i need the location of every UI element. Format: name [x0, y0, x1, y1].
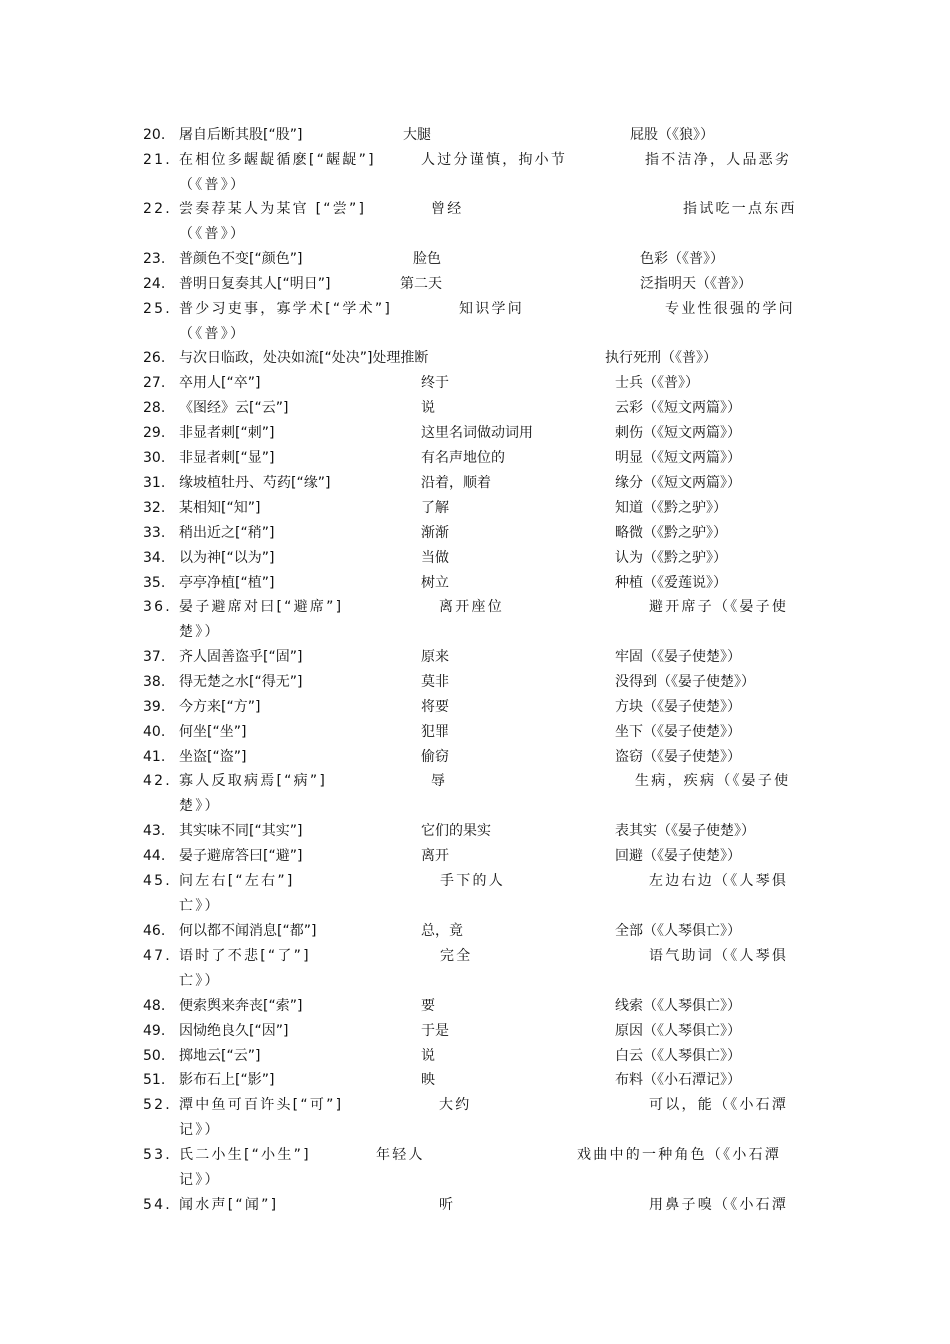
vocab-entry — [143, 496, 808, 521]
ancient-meaning: 第二天 — [400, 276, 442, 292]
entry-number: 42. — [143, 773, 172, 789]
ancient-meaning: 莫非 — [421, 674, 449, 690]
vocab-entry — [143, 1193, 808, 1218]
modern-meaning: 牢固（《晏子使楚》） — [615, 649, 741, 665]
modern-meaning: 专业性很强的学问 — [665, 301, 795, 317]
ancient-meaning: 人过分谨慎，拘小节 — [421, 152, 568, 168]
modern-meaning: 泛指明天（《普》） — [640, 276, 752, 292]
ancient-meaning: 这里名词做动词用 — [421, 425, 533, 441]
classical-phrase: 尝奏荐某人为某官 [“尝”] — [179, 201, 367, 217]
entry-number: 45. — [143, 873, 172, 889]
classical-phrase: 非显者刺[“显”] — [179, 450, 275, 466]
vocab-entry — [143, 521, 808, 546]
entry-line — [143, 421, 808, 446]
modern-meaning: 明显（《短文两篇》） — [615, 450, 741, 466]
entry-number: 35. — [143, 575, 166, 591]
ancient-meaning: 于是 — [421, 1023, 449, 1039]
modern-meaning: 布料（《小石潭记》） — [615, 1072, 741, 1088]
ancient-meaning: 原来 — [421, 649, 449, 665]
source-continuation: 楚》） — [179, 623, 221, 640]
classical-phrase: 稍出近之[“稍”] — [179, 525, 275, 541]
vocab-entry — [143, 645, 808, 670]
modern-meaning: 缘分（《短文两篇》） — [615, 475, 741, 491]
vocab-entry — [143, 720, 808, 745]
ancient-meaning: 年轻人 — [376, 1147, 425, 1163]
vocab-entry — [143, 994, 808, 1019]
ancient-meaning: 沿着，顺着 — [421, 475, 491, 491]
entry-line — [143, 769, 808, 794]
source-continuation: 亡》） — [179, 972, 221, 989]
entry-number: 23. — [143, 251, 166, 267]
vocab-entry — [143, 197, 808, 247]
entry-number: 25. — [143, 301, 172, 317]
entry-number: 38. — [143, 674, 166, 690]
modern-meaning: 戏曲中的一种角色（《小石潭 — [577, 1147, 782, 1163]
ancient-meaning: 脸色 — [413, 251, 441, 267]
vocab-entry — [143, 1019, 808, 1044]
entry-number: 30. — [143, 450, 166, 466]
classical-phrase: 在相位多龌龊循麽[“龌龊”] — [179, 152, 376, 168]
entry-number: 48. — [143, 998, 166, 1014]
entry-number: 41. — [143, 749, 166, 765]
entry-line — [143, 546, 808, 571]
entry-number: 51. — [143, 1072, 166, 1088]
entry-line — [143, 148, 808, 173]
vocab-entry — [143, 1143, 808, 1193]
classical-phrase: 缘坡植牡丹、芍药[“缘”] — [179, 475, 331, 491]
modern-meaning: 屁股（《狼》） — [630, 127, 714, 143]
ancient-meaning: 偷窃 — [421, 749, 449, 765]
entry-line — [143, 745, 808, 770]
vocab-entry — [143, 297, 808, 347]
entry-line — [143, 919, 808, 944]
vocab-entry — [143, 247, 808, 272]
vocab-entry — [143, 421, 808, 446]
entry-line — [143, 396, 808, 421]
classical-phrase: 问左右[“左右”] — [179, 873, 295, 889]
entry-continuation-line — [143, 794, 808, 819]
entry-continuation-line — [143, 322, 808, 347]
ancient-meaning: 完全 — [440, 948, 473, 964]
entry-line — [143, 446, 808, 471]
entry-number: 28. — [143, 400, 166, 416]
source-continuation: （《普》） — [179, 325, 247, 342]
classical-phrase: 何坐[“坐”] — [179, 724, 247, 740]
ancient-meaning: 它们的果实 — [421, 823, 491, 839]
modern-meaning: 可以，能（《小石潭 — [649, 1097, 789, 1113]
entry-line — [143, 670, 808, 695]
entry-line — [143, 1068, 808, 1093]
vocab-entry — [143, 546, 808, 571]
vocab-entry — [143, 944, 808, 994]
modern-meaning: 白云（《人琴俱亡》） — [615, 1048, 741, 1064]
entry-line — [143, 571, 808, 596]
modern-meaning: 坐下（《晏子使楚》） — [615, 724, 741, 740]
vocab-entry — [143, 695, 808, 720]
modern-meaning: 云彩（《短文两篇》） — [615, 400, 741, 416]
vocab-entry — [143, 919, 808, 944]
classical-phrase: 闻水声[“闻”] — [179, 1197, 279, 1213]
entry-number: 20. — [143, 127, 166, 143]
classical-phrase: 语时了不悲[“了”] — [179, 948, 311, 964]
entry-number: 36. — [143, 599, 172, 615]
entry-line — [143, 869, 808, 894]
entry-line — [143, 1093, 808, 1118]
ancient-meaning: 离开 — [421, 848, 449, 864]
ancient-meaning: 树立 — [421, 575, 449, 591]
modern-meaning: 指不洁净，人品恶劣 — [645, 152, 792, 168]
modern-meaning: 回避（《晏子使楚》） — [615, 848, 741, 864]
entry-line — [143, 1193, 808, 1218]
classical-phrase: 普少习吏事，寡学术[“学术”] — [179, 301, 393, 317]
ancient-meaning: 辱 — [431, 773, 448, 789]
entry-number: 54. — [143, 1197, 172, 1213]
entry-line — [143, 1143, 808, 1168]
entry-continuation-line — [143, 620, 808, 645]
entry-number: 33. — [143, 525, 166, 541]
modern-meaning: 盗窃（《晏子使楚》） — [615, 749, 741, 765]
vocab-entry — [143, 769, 808, 819]
entry-number: 27. — [143, 375, 166, 391]
modern-meaning: 执行死刑（《普》） — [605, 350, 717, 366]
vocab-entry — [143, 1093, 808, 1143]
vocab-entry — [143, 123, 808, 148]
vocab-entry — [143, 371, 808, 396]
modern-meaning: 认为（《黔之驴》） — [615, 550, 727, 566]
entry-number: 52. — [143, 1097, 172, 1113]
modern-meaning: 刺伤（《短文两篇》） — [615, 425, 741, 441]
classical-phrase: 坐盗[“盗”] — [179, 749, 247, 765]
entry-continuation-line — [143, 222, 808, 247]
classical-phrase: 亭亭净植[“植”] — [179, 575, 275, 591]
source-continuation: 记》） — [179, 1121, 221, 1138]
classical-phrase: 便索舆来奔丧[“索”] — [179, 998, 303, 1014]
modern-meaning: 色彩（《普》） — [640, 251, 724, 267]
ancient-meaning: 手下的人 — [440, 873, 505, 889]
entry-line — [143, 272, 808, 297]
modern-meaning: 用鼻子嗅（《小石潭 — [649, 1197, 789, 1213]
ancient-meaning: 说 — [421, 1048, 435, 1064]
classical-phrase: 非显者刺[“刺”] — [179, 425, 275, 441]
classical-phrase: 卒用人[“卒”] — [179, 375, 261, 391]
entry-number: 39. — [143, 699, 166, 715]
vocab-entry — [143, 396, 808, 421]
vocab-entry — [143, 346, 808, 371]
classical-phrase: 其实味不同[“其实”] — [179, 823, 303, 839]
vocab-entry — [143, 571, 808, 596]
entry-line — [143, 197, 808, 222]
modern-meaning: 生病，疾病（《晏子使 — [635, 773, 791, 789]
entry-line — [143, 521, 808, 546]
vocab-entry — [143, 869, 808, 919]
vocab-entry — [143, 148, 808, 198]
modern-meaning: 知道（《黔之驴》） — [615, 500, 727, 516]
entry-line — [143, 1019, 808, 1044]
modern-meaning: 表其实（《晏子使楚》） — [615, 823, 755, 839]
ancient-meaning: 大腿 — [403, 127, 431, 143]
ancient-meaning: 知识学问 — [459, 301, 524, 317]
modern-meaning: 原因（《人琴俱亡》） — [615, 1023, 741, 1039]
entry-line — [143, 247, 808, 272]
modern-meaning: 左边右边（《人琴俱 — [649, 873, 789, 889]
vocab-entry — [143, 1068, 808, 1093]
entry-number: 21. — [143, 152, 172, 168]
vocab-entry — [143, 595, 808, 645]
entry-number: 37. — [143, 649, 166, 665]
entry-line — [143, 695, 808, 720]
classical-phrase: 潭中鱼可百许头[“可”] — [179, 1097, 344, 1113]
modern-meaning: 种植（《爱莲说》） — [615, 575, 727, 591]
ancient-meaning: 大约 — [439, 1097, 472, 1113]
ancient-meaning: 了解 — [421, 500, 449, 516]
vocab-entry — [143, 272, 808, 297]
entry-continuation-line — [143, 1118, 808, 1143]
modern-meaning: 士兵（《普》） — [615, 375, 699, 391]
entry-line — [143, 297, 808, 322]
classical-phrase: 普明日复奏其人[“明日”] — [179, 276, 331, 292]
source-continuation: 记》） — [179, 1171, 221, 1188]
entry-number: 40. — [143, 724, 166, 740]
ancient-meaning: 犯罪 — [421, 724, 449, 740]
classical-phrase: 寡人反取病焉[“病”] — [179, 773, 328, 789]
classical-phrase: 以为神[“以为”] — [179, 550, 275, 566]
classical-phrase: 屠自后断其股[“股”] — [179, 127, 303, 143]
entry-line — [143, 496, 808, 521]
ancient-meaning: 总，竟 — [421, 923, 463, 939]
ancient-meaning: 将要 — [421, 699, 449, 715]
entry-continuation-line — [143, 894, 808, 919]
classical-phrase: 《图经》云[“云”] — [179, 400, 289, 416]
classical-phrase: 因恸绝良久[“因”] — [179, 1023, 289, 1039]
entry-number: 44. — [143, 848, 166, 864]
modern-meaning: 语气助词（《人琴俱 — [649, 948, 789, 964]
entry-line — [143, 371, 808, 396]
entry-line — [143, 819, 808, 844]
vocab-entry — [143, 745, 808, 770]
modern-meaning: 指试吃一点东西 — [683, 201, 797, 217]
modern-meaning: 没得到（《晏子使楚》） — [615, 674, 755, 690]
entry-number: 43. — [143, 823, 166, 839]
classical-phrase: 氏二小生[“小生”] — [179, 1147, 311, 1163]
ancient-meaning: 说 — [421, 400, 435, 416]
entry-continuation-line — [143, 173, 808, 198]
ancient-meaning: 终于 — [421, 375, 449, 391]
entry-number: 34. — [143, 550, 166, 566]
entry-number: 31. — [143, 475, 166, 491]
ancient-meaning: 曾经 — [431, 201, 464, 217]
entry-number: 29. — [143, 425, 166, 441]
classical-phrase: 晏子避席答曰[“避”] — [179, 848, 303, 864]
vocab-entry — [143, 670, 808, 695]
source-continuation: 亡》） — [179, 897, 221, 914]
vocab-entry — [143, 471, 808, 496]
entry-number: 47. — [143, 948, 172, 964]
entry-line — [143, 720, 808, 745]
classical-phrase: 齐人固善盗乎[“固”] — [179, 649, 303, 665]
modern-meaning: 全部（《人琴俱亡》） — [615, 923, 741, 939]
entry-number: 49. — [143, 1023, 166, 1039]
classical-phrase: 某相知[“知”] — [179, 500, 261, 516]
source-continuation: （《普》） — [179, 225, 247, 242]
entry-line — [143, 123, 808, 148]
entry-line — [143, 1044, 808, 1069]
ancient-meaning: 听 — [439, 1197, 456, 1213]
modern-meaning: 略微（《黔之驴》） — [615, 525, 727, 541]
modern-meaning: 方块（《晏子使楚》） — [615, 699, 741, 715]
ancient-meaning: 当做 — [421, 550, 449, 566]
classical-phrase: 何以都不闻消息[“都”] — [179, 923, 317, 939]
classical-phrase: 得无楚之水[“得无”] — [179, 674, 303, 690]
entry-number: 53. — [143, 1147, 172, 1163]
ancient-meaning: 要 — [421, 998, 435, 1014]
vocab-entry — [143, 819, 808, 844]
entry-number: 22. — [143, 201, 172, 217]
ancient-meaning: 离开座位 — [439, 599, 504, 615]
vocab-entry — [143, 844, 808, 869]
vocab-entry — [143, 1044, 808, 1069]
entry-line — [143, 844, 808, 869]
entry-number: 50. — [143, 1048, 166, 1064]
classical-phrase: 与次日临政，处决如流[“处决”]处理推断 — [179, 350, 429, 366]
entry-continuation-line — [143, 1168, 808, 1193]
source-continuation: （《普》） — [179, 176, 247, 193]
vocab-entry — [143, 446, 808, 471]
classical-phrase: 晏子避席对曰[“避席”] — [179, 599, 344, 615]
entry-continuation-line — [143, 969, 808, 994]
entry-line — [143, 595, 808, 620]
classical-phrase: 今方来[“方”] — [179, 699, 261, 715]
source-continuation: 楚》） — [179, 797, 221, 814]
entry-line — [143, 994, 808, 1019]
classical-phrase: 掷地云[“云”] — [179, 1048, 261, 1064]
entry-line — [143, 471, 808, 496]
entry-number: 32. — [143, 500, 166, 516]
entry-number: 24. — [143, 276, 166, 292]
entry-line — [143, 944, 808, 969]
ancient-meaning: 渐渐 — [421, 525, 449, 541]
ancient-meaning: 映 — [421, 1072, 435, 1088]
classical-phrase: 影布石上[“影”] — [179, 1072, 275, 1088]
ancient-meaning: 有名声地位的 — [421, 450, 505, 466]
modern-meaning: 线索（《人琴俱亡》） — [615, 998, 741, 1014]
modern-meaning: 避开席子（《晏子使 — [649, 599, 789, 615]
entry-line — [143, 645, 808, 670]
entry-line — [143, 346, 808, 371]
entry-number: 26. — [143, 350, 166, 366]
classical-phrase: 普颜色不变[“颜色”] — [179, 251, 303, 267]
entry-number: 46. — [143, 923, 166, 939]
